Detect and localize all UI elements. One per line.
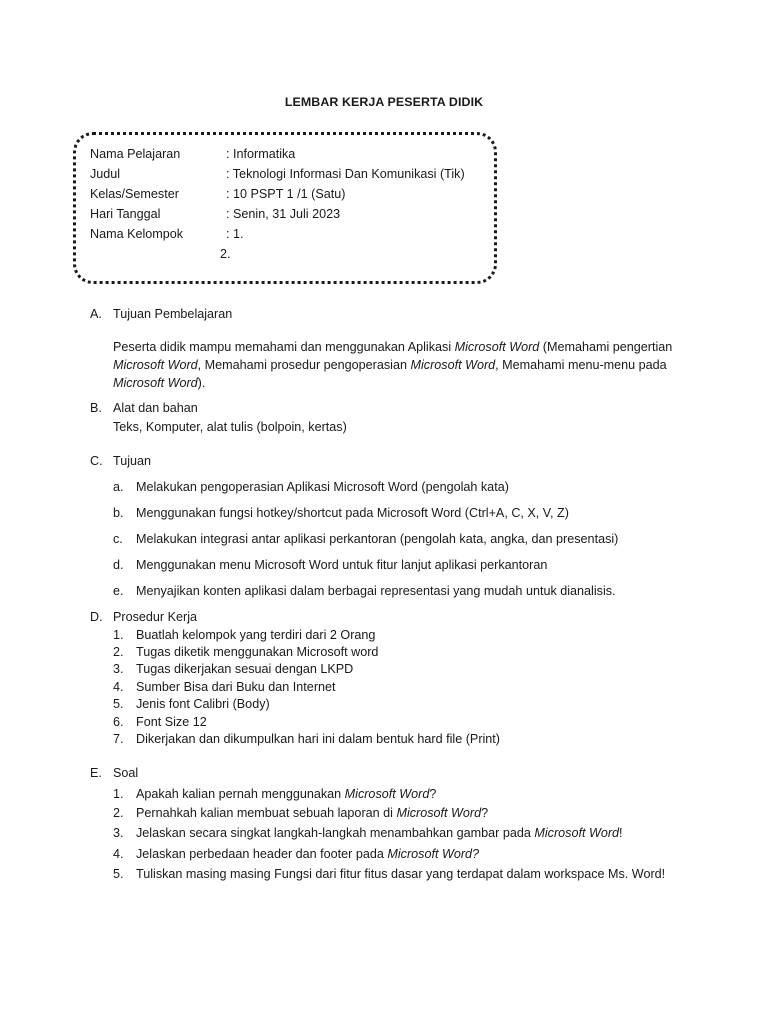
section-a-paragraph <box>113 338 673 392</box>
list-text: Melakukan pengoperasian Aplikasi Microsoft Word (pengolah kata) <box>136 480 509 494</box>
text: Jelaskan perbedaan header dan footer pada <box>136 847 388 861</box>
list-marker: 7. <box>113 732 124 746</box>
info-value: : Informatika <box>226 147 296 161</box>
list-marker: a. <box>113 480 124 494</box>
list-text <box>136 867 665 881</box>
list-text: Font Size 12 <box>136 715 207 729</box>
section-title: Tujuan <box>113 454 152 468</box>
list-marker: 6. <box>113 715 124 729</box>
list-marker: 4. <box>113 680 124 694</box>
info-label: Kelas/Semester <box>90 187 179 201</box>
italic-text: Microsoft Word <box>396 806 482 820</box>
list-text: Dikerjakan dan dikumpulkan hari ini dalam bentuk hard file (Print) <box>136 732 501 746</box>
text: Apakah kalian pernah menggunakan <box>136 787 345 801</box>
list-text: Menggunakan menu Microsoft Word untuk fitur lanjut aplikasi perkantoran <box>136 558 548 572</box>
info-label: Judul <box>90 167 121 181</box>
list-marker: 1. <box>113 628 124 642</box>
section-letter: E. <box>90 766 102 780</box>
section-letter: B. <box>90 401 102 415</box>
section-letter: C. <box>90 454 103 468</box>
text: (Memahami pengertian <box>539 340 673 354</box>
list-text <box>136 787 436 801</box>
italic-text: Microsoft Word <box>344 787 430 801</box>
text: Pernahkah kalian membuat sebuah laporan di <box>136 806 397 820</box>
list-marker: 3. <box>113 662 124 676</box>
info-value: : 10 PSPT 1 /1 (Satu) <box>226 187 346 201</box>
list-marker: 2. <box>113 645 124 659</box>
list-text: Menyajikan konten aplikasi dalam berbagai representasi yang mudah untuk dianalisis. <box>136 584 616 598</box>
list-text <box>136 806 488 820</box>
list-marker: e. <box>113 584 124 598</box>
section-letter: D. <box>90 610 103 624</box>
list-text: Sumber Bisa dari Buku dan Internet <box>136 680 336 694</box>
info-label: Hari Tanggal <box>90 207 161 221</box>
list-marker: d. <box>113 558 124 572</box>
section-title: Tujuan Pembelajaran <box>113 307 233 321</box>
info-value: : 1. <box>226 227 244 241</box>
text: , Memahami menu-menu pada <box>495 358 667 372</box>
list-text: Buatlah kelompok yang terdiri dari 2 Orang <box>136 628 376 642</box>
text: ? <box>481 806 489 820</box>
text: ? <box>429 787 437 801</box>
list-text <box>136 847 479 861</box>
italic-text: Microsoft Word <box>454 340 540 354</box>
list-marker: 5. <box>113 697 124 711</box>
document-title: LEMBAR KERJA PESERTA DIDIK <box>284 95 484 109</box>
list-marker: c. <box>113 532 123 546</box>
list-text <box>136 826 623 840</box>
list-text: Tugas dikerjakan sesuai dengan LKPD <box>136 662 354 676</box>
text: ! <box>619 826 623 840</box>
list-text: Jenis font Calibri (Body) <box>136 697 270 711</box>
text: Tuliskan masing masing Fungsi dari fitur fitus dasar yang terdapat dalam workspace Ms. Word! <box>136 867 666 881</box>
section-letter: A. <box>90 307 102 321</box>
list-marker: 4. <box>113 847 124 861</box>
info-value: : Senin, 31 Juli 2023 <box>226 207 341 221</box>
text: Jelaskan secara singkat langkah-langkah menambahkan gambar pada <box>136 826 535 840</box>
info-label: Nama Pelajaran <box>90 147 181 161</box>
info-value: : Teknologi Informasi Dan Komunikasi (Tik) <box>226 167 465 181</box>
list-marker: 1. <box>113 787 124 801</box>
section-title: Soal <box>113 766 139 780</box>
info-value: 2. <box>220 247 231 261</box>
section-title: Prosedur Kerja <box>113 610 197 624</box>
text: Peserta didik mampu memahami dan menggunakan Aplikasi <box>113 340 455 354</box>
section-b-body: Teks, Komputer, alat tulis (bolpoin, kertas) <box>113 420 347 434</box>
list-text: Menggunakan fungsi hotkey/shortcut pada Microsoft Word (Ctrl+A, C, X, V, Z) <box>136 506 569 520</box>
italic-text: Microsoft Word? <box>387 847 480 861</box>
list-marker: 2. <box>113 806 124 820</box>
section-title: Alat dan bahan <box>113 401 198 415</box>
italic-text: Microsoft Word <box>410 358 496 372</box>
italic-text: Microsoft Word <box>113 376 198 390</box>
list-marker: 3. <box>113 826 124 840</box>
list-text: Tugas diketik menggunakan Microsoft word <box>136 645 379 659</box>
text: ). <box>197 376 206 390</box>
italic-text: Microsoft Word <box>113 358 198 372</box>
text: , Memahami prosedur pengoperasian <box>197 358 411 372</box>
list-text: Melakukan integrasi antar aplikasi perkantoran (pengolah kata, angka, dan presentasi) <box>136 532 619 546</box>
list-marker: 5. <box>113 867 124 881</box>
italic-text: Microsoft Word <box>534 826 620 840</box>
list-marker: b. <box>113 506 124 520</box>
info-label: Nama Kelompok <box>90 227 184 241</box>
